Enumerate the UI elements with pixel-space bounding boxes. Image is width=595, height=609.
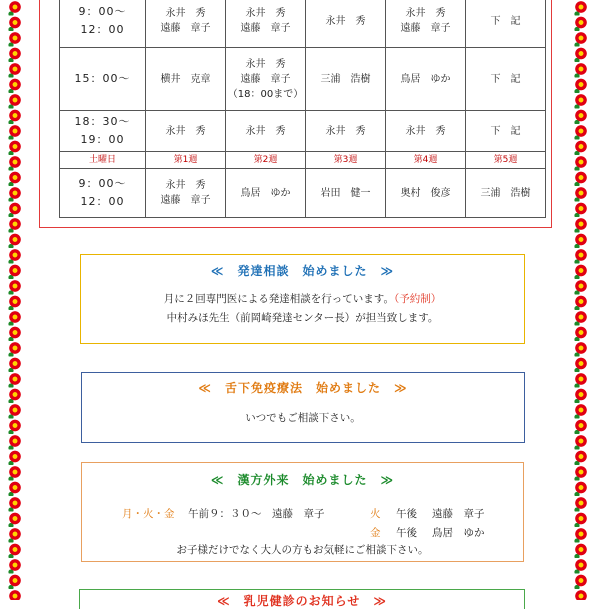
doctor-cell: 下 記 xyxy=(466,48,546,111)
time-cell: 9：00～ 12：00 xyxy=(60,169,146,218)
doctor-cell: 三浦 浩樹 xyxy=(466,169,546,218)
doctor-cell: 永井 秀 遠藤 章子 xyxy=(146,169,226,218)
infant-checkup-title: ≪ 乳児健診のお知らせ ≫ xyxy=(217,594,387,608)
development-line-2: 中村みほ先生（前岡崎発達センター長）が担当致します。 xyxy=(166,312,439,324)
kampo-note: お子様だけでなく大人の方もお気軽にご相談下さい。 xyxy=(176,544,429,556)
kampo-doctor: 鳥居 ゆか xyxy=(432,527,485,539)
doctor-cell: 永井 秀 xyxy=(386,111,466,152)
kampo-time: 午前９：３０～ xyxy=(188,508,262,520)
kampo-time: 午後 xyxy=(396,527,417,539)
kampo-days: 月・火・金 xyxy=(122,508,175,520)
reservation-note: （予約制） xyxy=(393,293,442,305)
kampo-doctor: 遠藤 章子 xyxy=(272,508,325,520)
flower-border-left xyxy=(8,0,22,600)
kampo-day: 金 xyxy=(370,527,381,539)
development-consultation-box xyxy=(80,254,525,344)
doctor-cell: 三浦 浩樹 xyxy=(306,48,386,111)
kampo-day: 火 xyxy=(370,508,381,520)
week-label: 第3週 xyxy=(306,152,386,169)
doctor-cell: 永井 秀 xyxy=(146,111,226,152)
kampo-doctor: 遠藤 章子 xyxy=(432,508,485,520)
schedule-table xyxy=(59,0,546,218)
flower-border-right xyxy=(574,0,588,600)
saturday-header-row xyxy=(60,152,546,169)
doctor-cell: 横井 克章 xyxy=(146,48,226,111)
development-line-1: 月に２回専門医による発達相談を行っています。（予約制） xyxy=(163,293,442,305)
week-label: 第1週 xyxy=(146,152,226,169)
week-label: 第5週 xyxy=(466,152,546,169)
time-cell: 15：00～ xyxy=(60,48,146,111)
doctor-cell: 下 記 xyxy=(466,111,546,152)
doctor-cell: 永井 秀 xyxy=(226,111,306,152)
saturday-label: 土曜日 xyxy=(60,152,146,169)
immunotherapy-title: ≪ 舌下免疫療法 始めました ≫ xyxy=(198,381,408,395)
kampo-time: 午後 xyxy=(396,508,417,520)
immunotherapy-box xyxy=(81,372,525,443)
table-row xyxy=(60,48,546,111)
doctor-cell: 岩田 健一 xyxy=(306,169,386,218)
doctor-cell: 永井 秀 遠藤 章子 （18：00まで） xyxy=(226,48,306,111)
doctor-cell: 下 記 xyxy=(466,0,546,48)
doctor-cell: 永井 秀 遠藤 章子 xyxy=(146,0,226,48)
time-cell: 9：00～ 12：00 xyxy=(60,0,146,48)
infant-checkup-box xyxy=(79,589,525,609)
table-row xyxy=(60,0,546,48)
table-row xyxy=(60,111,546,152)
time-cell: 18：30～ 19：00 xyxy=(60,111,146,152)
doctor-cell: 永井 秀 xyxy=(306,0,386,48)
doctor-cell: 永井 秀 xyxy=(306,111,386,152)
kampo-box xyxy=(81,462,524,562)
development-title: ≪ 発達相談 始めました ≫ xyxy=(210,264,395,278)
doctor-cell: 鳥居 ゆか xyxy=(226,169,306,218)
doctor-cell: 永井 秀 遠藤 章子 xyxy=(226,0,306,48)
week-label: 第2週 xyxy=(226,152,306,169)
table-row xyxy=(60,169,546,218)
kampo-title: ≪ 漢方外来 始めました ≫ xyxy=(210,473,395,487)
immunotherapy-line: いつでもご相談下さい。 xyxy=(245,412,361,424)
week-label: 第4週 xyxy=(386,152,466,169)
doctor-cell: 永井 秀 遠藤 章子 xyxy=(386,0,466,48)
doctor-cell: 鳥居 ゆか xyxy=(386,48,466,111)
doctor-cell: 奥村 俊彦 xyxy=(386,169,466,218)
